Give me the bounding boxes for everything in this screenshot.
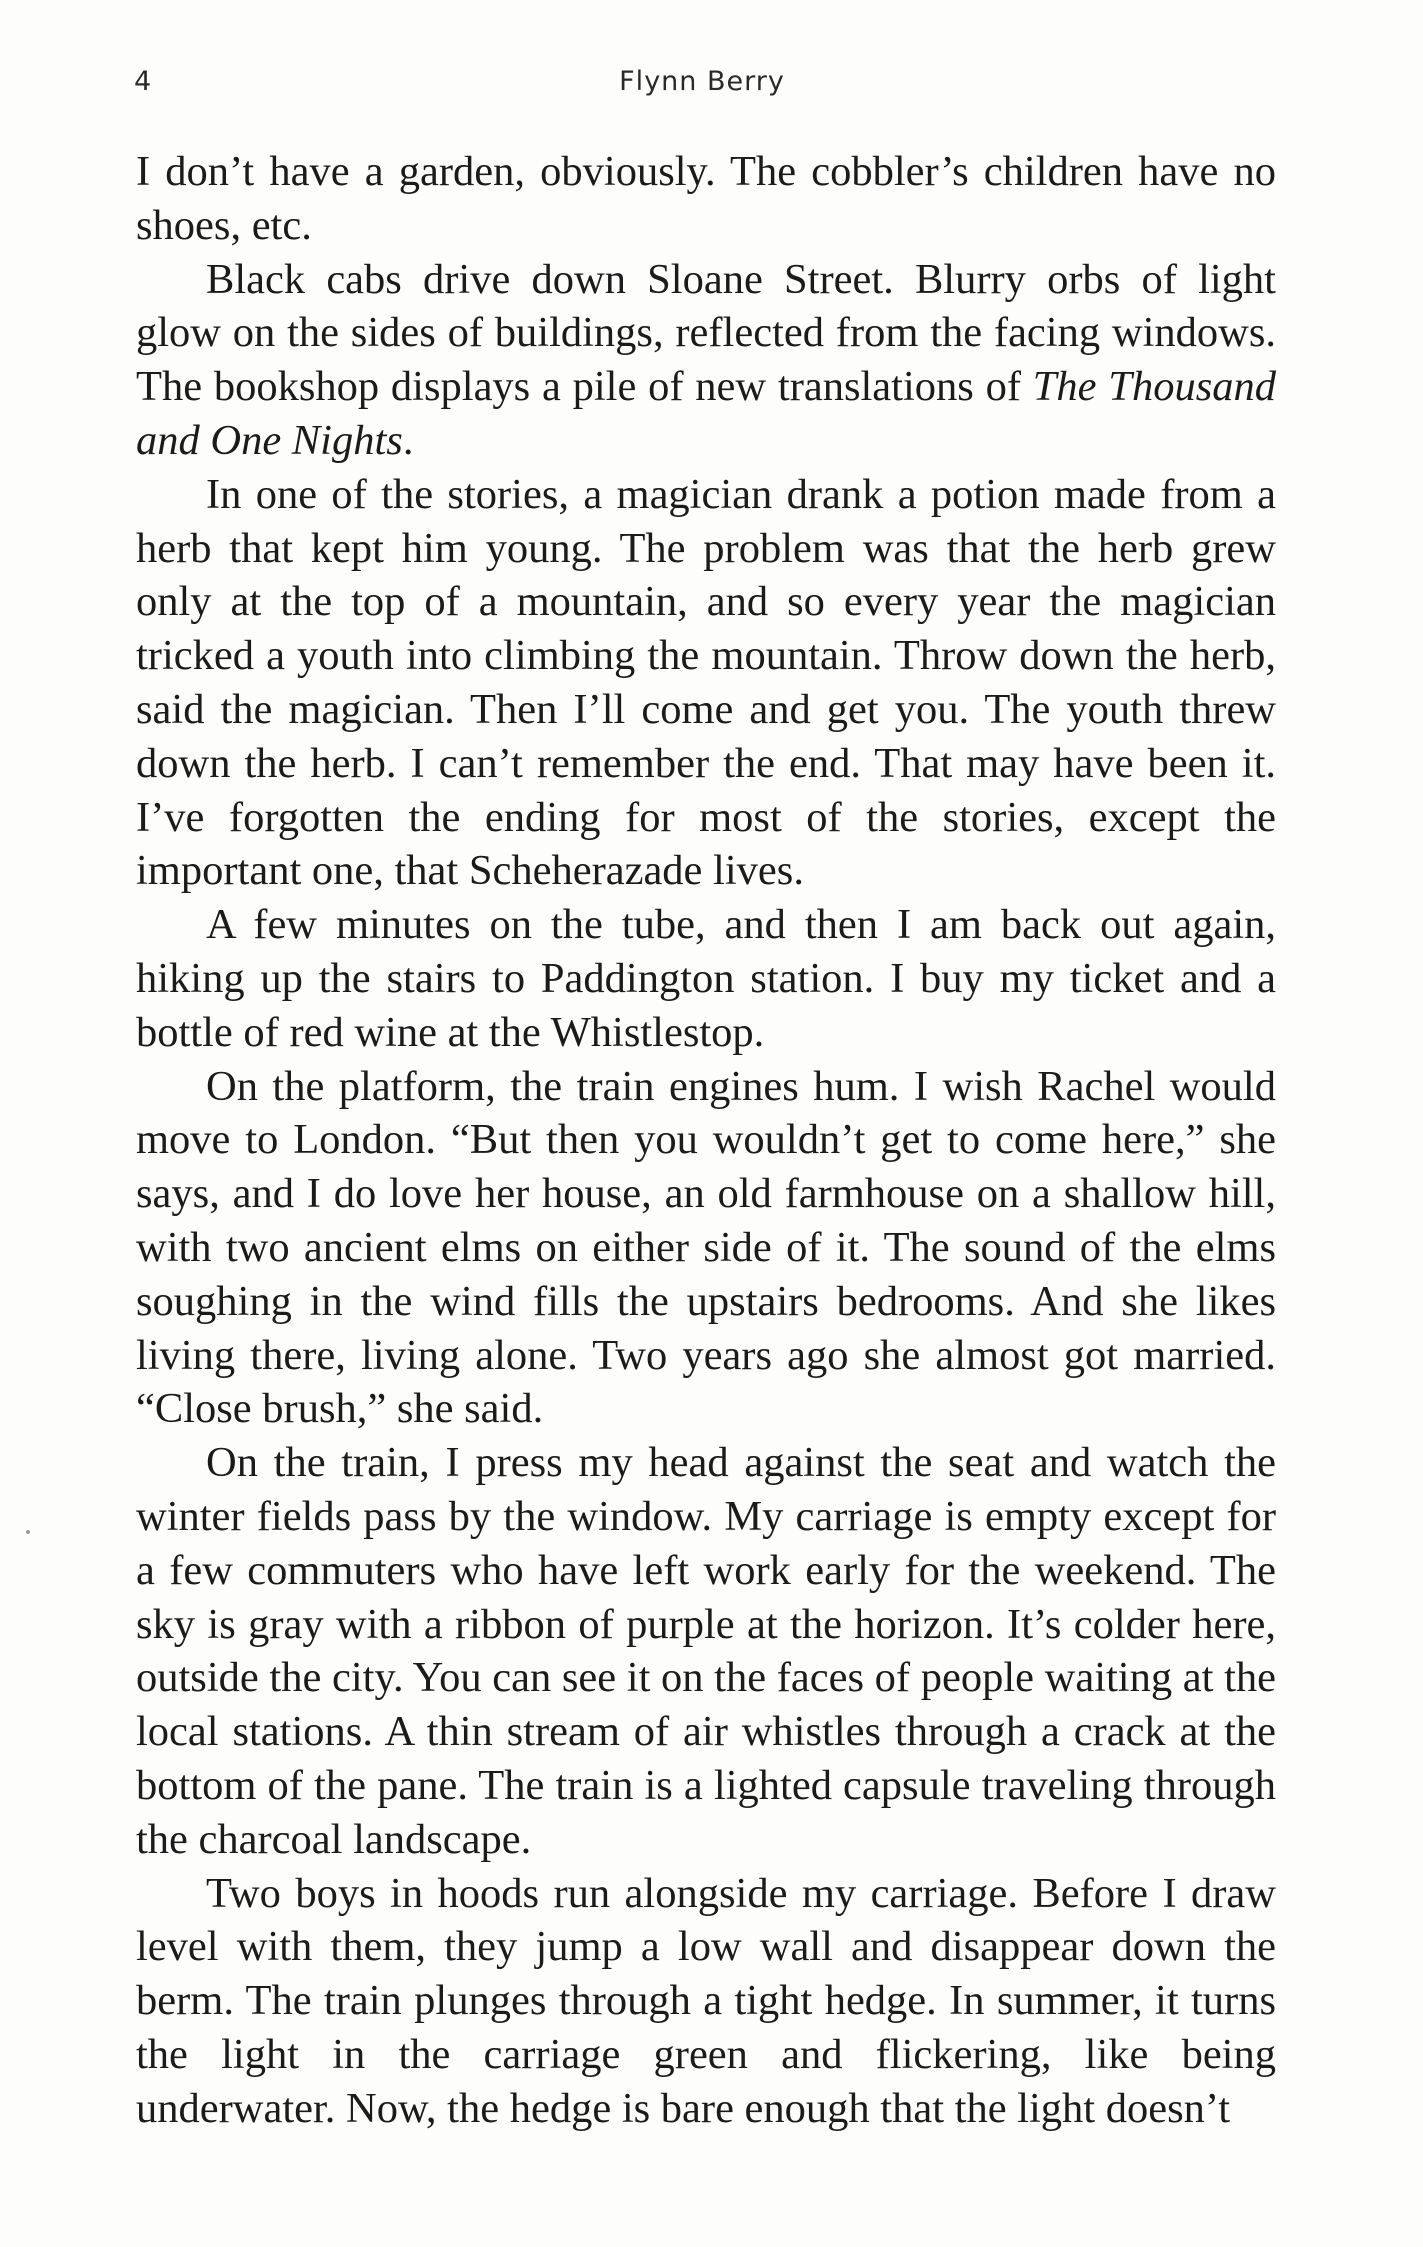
book-title: The Thousand and One Nights	[136, 363, 1276, 464]
scan-speck	[26, 1530, 30, 1534]
paragraph-text: .	[402, 416, 414, 464]
paragraph: Two boys in hoods run alongside my carriage. Before I draw level with them, they jump a low wall and disappear down the berm. The train plunges through a tight hedge. In summer, it turns the light in the carriage green and flickering, like being underwater. Now, the hedge is bare enough that the light doesn’t	[136, 1869, 1276, 2132]
paragraph: I don’t have a garden, obviously. The cobbler’s children have no shoes, etc.	[136, 148, 1276, 249]
paragraph	[136, 253, 1276, 468]
running-head	[134, 66, 1270, 106]
paragraph: On the train, I press my head against the seat and watch the winter fields pass by the window. My carriage is empty except for a few commuters who have left work early for the weekend. The sky is gray with a ribbon of purple at the horizon. It’s colder here, outside the city. You can see it on the faces of people waiting at the local stations. A thin stream of air whistles through a crack at the bottom of the pane. The train is a lighted capsule traveling through the charcoal landscape.	[136, 1439, 1276, 1863]
running-head-author: Flynn Berry	[619, 66, 785, 97]
page-number: 4	[134, 66, 153, 97]
paragraph: On the platform, the train engines hum. I wish Rachel would move to London. “But then you wouldn’t get to come here,” she says, and I do love her house, an old farmhouse on a shallow hill, with two ancient elms on either side of it. The sound of the elms soughing in the wind fills the upstairs bedrooms. And she likes living there, living alone. Two years ago she almost got married. “Close brush,” she said.	[136, 1062, 1276, 1433]
paragraph: A few minutes on the tube, and then I am back out again, hiking up the stairs to Paddington station. I buy my ticket and a bottle of red wine at the Whistlestop.	[136, 901, 1276, 1056]
paragraph: In one of the stories, a magician drank a potion made from a herb that kept him young. The problem was that the herb grew only at the top of a mountain, and so every year the magician tricked a youth into climbing the mountain. Throw down the herb, said the magician. Then I’ll come and get you. The youth threw down the herb. I can’t remember the end. That may have been it. I’ve forgotten the ending for most of the stories, except the important one, that Scheherazade lives.	[136, 470, 1276, 895]
body-text	[136, 145, 1276, 2135]
paragraph-text: Black cabs drive down Sloane Street. Blurry orbs of light glow on the sides of buildings, reflected from the facing windows. The bookshop displays a pile of new translations of	[136, 255, 1276, 411]
